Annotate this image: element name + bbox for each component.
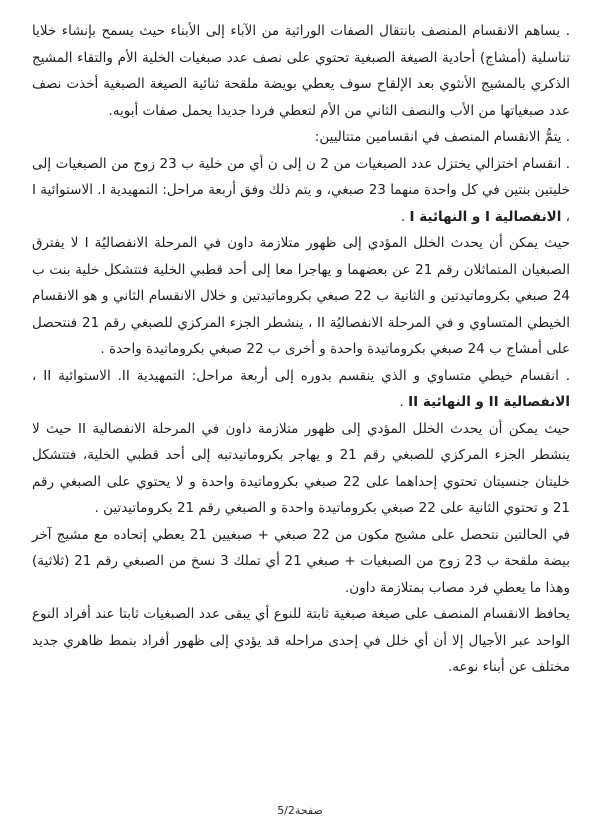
paragraph-conclusion xyxy=(32,601,570,681)
paragraph-text: . xyxy=(399,394,409,410)
paragraph-text: . انقسام اختزالي يختزل عدد الصبغيات من 2 ن إلى ن أي من خلية ب 23 زوج من الصبغيات إلى خليتين بنتين في كل واحدة منهما 23 صبغي، و يتم ذلك وفق أربعة مراحل: التمهيدية I. الاستوائية I ، xyxy=(32,155,570,225)
paragraph-anaphase2-error xyxy=(32,416,570,522)
paragraph-meiosis-intro xyxy=(32,18,570,124)
paragraph-reductional-division xyxy=(32,151,570,231)
page-number: صفحة5/2 xyxy=(277,804,323,817)
paragraph-text: حيث يمكن أن يحدث الخلل المؤدي إلى ظهور متلازمة داون في المرحلة الانفصالية II حيث لا ينشطر الجزء المركزي للصبغي رقم 21 و يهاجر بكروماتيدتيه إلى أحد قطبي الخلية، فتتشكل خليتان جنسيتان تحتوي إحداهما على 22 صبغي بكروماتيدة واحدة و لا يحتوي على الصبغي رقم 21 و تحتوي الثانية على 22 صبغي بكروماتيدة واحدة و الصبغي رقم 21 بكروماتيدتين . xyxy=(32,420,570,516)
paragraph-text: . انقسام خيطي متساوي و الذي ينقسم بدوره إلى أربعة مراحل: التمهيدية II. الاستوائية II ، xyxy=(32,367,570,384)
paragraph-bold-text: الانفصالية I و النهائية I xyxy=(409,208,562,225)
paragraph-text: في الحالتين نتحصل على مشيج مكون من 22 صبغي + صبغيين 21 يعطي إتحاده مع مشيج آخر بيضة ملقحة ب 23 زوج من الصبغيات + صبغي 21 أي تملك 3 نسخ من الصبغي رقم 21 (ثلاثية) وهذا ما يعطي فرد مصاب بمتلازمة داون. xyxy=(32,526,570,596)
paragraph-text: . xyxy=(400,208,410,225)
paragraph-text: حيث يمكن أن يحدث الخلل المؤدي إلى ظهور متلازمة داون في المرحلة الانفصاليُة I لا يفترق الصبغيان المتماثلان رقم 21 عن بعضهما و يهاجرا معا إلى أحد قطبي الخلية فتتشكل خلية بنت ب 24 صبغي بكروماتيدتين و الثانية ب 22 صبغي بكروماتيدتين و خلال الانقسام الثاني و هو الانقسام الخيطي المتساوي و في المرحلة الانفصاليُة II ، ينشطر الجزء المركزي للصبغي رقم 21 فنتحصل على أمشاج ب 24 صبغي بكروماتيدة واحدة و أخرى ب 22 صبغي بكروماتيدة واحدة . xyxy=(32,235,570,357)
paragraph-two-divisions xyxy=(32,124,570,151)
paragraph-trisomy-result xyxy=(32,522,570,602)
paragraph-text: يحافظ الانقسام المنصف على صيغة صبغية ثابتة للنوع أي يبقى عدد الصبغيات ثابتا عند أفراد النوع الواحد عبر الأجيال إلا أن أي خلل في إحدى مراحله قد يؤدي إلى ظهور أفراد بنمط ظاهري جديد مختلف عن أبناء نوعه. xyxy=(32,606,570,675)
paragraph-text: . يتمُّ الانقسام المنصف في انقسامين متتاليين: xyxy=(314,129,570,145)
paragraph-text: . يساهم الانقسام المنصف بانتقال الصفات الوراثية من الآباء إلى الأبناء حيث يسمح بإنشاء خلايا تناسلية (أمشاج) أحادية الصيغة الصبغية تحتوي على نصف عدد صبغيات الخلية الأم والتقاء المشيج الذكري بالمشيج الأنثوي بعد الإلقاح سوف يعطي بويضة ملقحة ثنائية الصيغة الصبغية أخذت نصف عدد صبغياتها من الأب والنصف الثاني من الأم لتعطي فردا جديدا يحمل صفات أبويه. xyxy=(32,23,570,119)
paragraph-anaphase1-error xyxy=(32,230,570,363)
paragraph-bold-text: الانفصالية II و النهائية II xyxy=(408,394,570,410)
document-body-text xyxy=(32,18,570,681)
paragraph-equational-division xyxy=(32,363,570,416)
